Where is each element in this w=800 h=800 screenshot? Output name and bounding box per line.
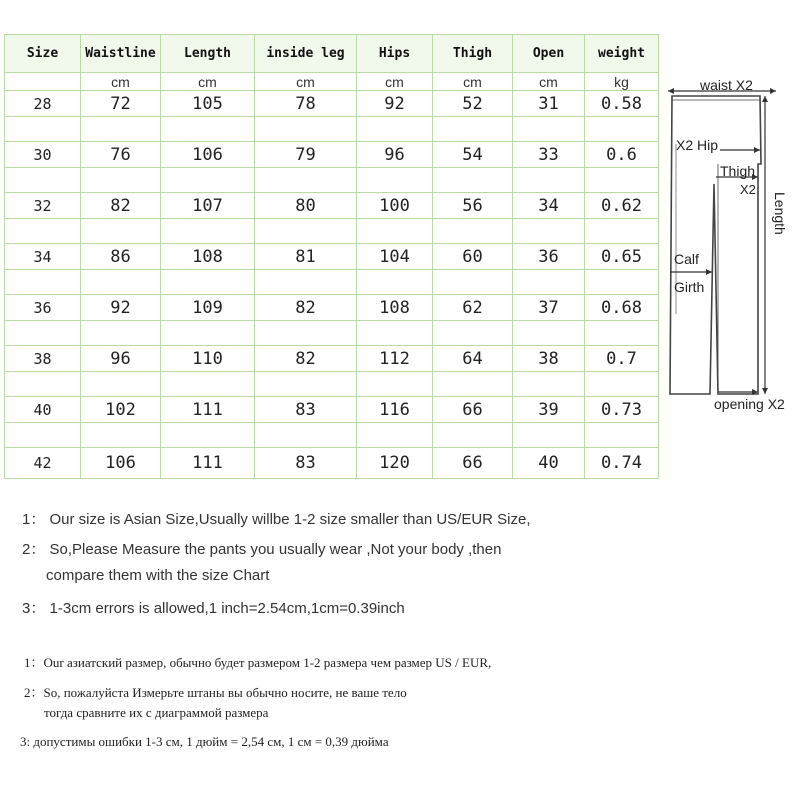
table-cell: 52 [433, 91, 513, 117]
table-spacer-row [5, 423, 659, 448]
table-cell: 96 [357, 142, 433, 168]
note-ru-2: 2：So, пожалуйста Измерьте штаны вы обычно носите, не ваше тело [24, 685, 407, 700]
size-chart [4, 34, 658, 480]
table-cell [255, 168, 357, 193]
table-cell [585, 372, 659, 397]
table-cell: 76 [81, 142, 161, 168]
table-cell [5, 321, 81, 346]
table-cell: 96 [81, 346, 161, 372]
table-cell [161, 372, 255, 397]
table-cell [81, 423, 161, 448]
table-row [5, 295, 659, 321]
table-cell [5, 372, 81, 397]
table-cell [433, 117, 513, 142]
table-cell [81, 372, 161, 397]
table-cell [161, 117, 255, 142]
table-cell: 62 [433, 295, 513, 321]
table-cell: 32 [5, 193, 81, 219]
table-cell [513, 270, 585, 295]
table-cell: 82 [81, 193, 161, 219]
table-cell [5, 117, 81, 142]
table-cell: kg [585, 73, 659, 91]
table-cell: 34 [513, 193, 585, 219]
table-cell: 0.73 [585, 397, 659, 423]
note-ru-2-cont: тогда сравните их с диаграммой размера [44, 705, 269, 720]
table-cell: 105 [161, 91, 255, 117]
table-cell [357, 117, 433, 142]
table-cell: Length [161, 35, 255, 73]
table-cell [357, 219, 433, 244]
note-ru-3: 3: допустимы ошибки 1-3 см, 1 дюйм = 2,54 см, 1 см = 0,39 дюйма [20, 734, 389, 749]
table-cell: 72 [81, 91, 161, 117]
table-cell: 66 [433, 397, 513, 423]
table-cell: 80 [255, 193, 357, 219]
table-row [5, 346, 659, 372]
table-cell: 40 [5, 397, 81, 423]
table-spacer-row [5, 270, 659, 295]
table-cell: 60 [433, 244, 513, 270]
table-cell [585, 270, 659, 295]
table-cell: 30 [5, 142, 81, 168]
note-en-1: 1： Our size is Asian Size,Usually willbe 1-2 size smaller than US/EUR Size, [22, 511, 531, 528]
waist-label: waist X2 [700, 77, 753, 93]
table-cell [81, 168, 161, 193]
table-cell: 78 [255, 91, 357, 117]
note-en-2: 2： So,Please Measure the pants you usually wear ,Not your body ,then [22, 541, 502, 558]
table-spacer-row [5, 219, 659, 244]
table-cell: 100 [357, 193, 433, 219]
table-cell: cm [433, 73, 513, 91]
table-cell [433, 168, 513, 193]
table-cell: 111 [161, 448, 255, 479]
opening-label: opening X2 [714, 396, 785, 412]
table-cell: 82 [255, 295, 357, 321]
table-cell: 38 [513, 346, 585, 372]
table-cell: 39 [513, 397, 585, 423]
table-cell: 111 [161, 397, 255, 423]
table-cell [255, 117, 357, 142]
table-cell: 34 [5, 244, 81, 270]
table-cell: 106 [161, 142, 255, 168]
table-cell [255, 423, 357, 448]
table-cell: 109 [161, 295, 255, 321]
table-cell: 110 [161, 346, 255, 372]
table-row [5, 193, 659, 219]
table-cell [161, 423, 255, 448]
table-cell [585, 117, 659, 142]
table-cell: 33 [513, 142, 585, 168]
table-cell [357, 321, 433, 346]
table-cell [5, 219, 81, 244]
table-row [5, 448, 659, 479]
table-cell [81, 117, 161, 142]
table-cell [357, 372, 433, 397]
size-chart-table [4, 34, 659, 479]
table-cell [433, 270, 513, 295]
table-cell: 0.62 [585, 193, 659, 219]
table-cell: 0.7 [585, 346, 659, 372]
table-row [5, 244, 659, 270]
table-cell [513, 219, 585, 244]
table-cell: 82 [255, 346, 357, 372]
table-cell [585, 219, 659, 244]
table-spacer-row [5, 372, 659, 397]
table-cell [5, 73, 81, 91]
table-cell: 79 [255, 142, 357, 168]
table-cell [161, 270, 255, 295]
table-cell [255, 219, 357, 244]
calf-label: Calf [674, 251, 699, 267]
table-spacer-row [5, 321, 659, 346]
table-cell: 56 [433, 193, 513, 219]
table-cell: 42 [5, 448, 81, 479]
table-spacer-row [5, 117, 659, 142]
table-spacer-row [5, 168, 659, 193]
table-cell: 83 [255, 397, 357, 423]
table-cell [255, 321, 357, 346]
table-cell: 116 [357, 397, 433, 423]
table-cell [513, 117, 585, 142]
table-cell: inside leg [255, 35, 357, 73]
table-cell: Hips [357, 35, 433, 73]
table-cell [161, 168, 255, 193]
table-row [5, 397, 659, 423]
table-cell: 0.65 [585, 244, 659, 270]
table-cell: 0.68 [585, 295, 659, 321]
table-cell [81, 270, 161, 295]
table-cell [513, 372, 585, 397]
girth-label: Girth [674, 279, 705, 295]
table-cell: 36 [5, 295, 81, 321]
table-cell: 104 [357, 244, 433, 270]
table-cell [81, 321, 161, 346]
table-cell: 120 [357, 448, 433, 479]
note-en-3: 3： 1-3cm errors is allowed,1 inch=2.54cm,1cm=0.39inch [22, 600, 405, 617]
table-cell: 92 [357, 91, 433, 117]
table-cell: cm [513, 73, 585, 91]
table-cell: 112 [357, 346, 433, 372]
hip-label: X2 Hip [676, 137, 719, 153]
table-cell: 92 [81, 295, 161, 321]
table-cell [357, 168, 433, 193]
table-cell: cm [161, 73, 255, 91]
table-cell: 64 [433, 346, 513, 372]
table-row [5, 91, 659, 117]
thigh-x2-label: X2 [740, 182, 756, 197]
note-en-2-cont: compare them with the size Chart [46, 567, 270, 584]
table-cell [433, 423, 513, 448]
table-cell [513, 321, 585, 346]
table-cell [5, 168, 81, 193]
table-cell: Size [5, 35, 81, 73]
length-label: Length [772, 192, 788, 235]
table-cell [255, 372, 357, 397]
table-cell: Thigh [433, 35, 513, 73]
table-cell [161, 219, 255, 244]
table-cell [513, 168, 585, 193]
table-cell: 108 [161, 244, 255, 270]
table-cell [585, 423, 659, 448]
thigh-label: Thigh [720, 163, 756, 179]
table-cell [81, 219, 161, 244]
table-cell [357, 270, 433, 295]
table-cell: 40 [513, 448, 585, 479]
table-cell [585, 168, 659, 193]
table-cell: 0.6 [585, 142, 659, 168]
table-cell: cm [357, 73, 433, 91]
table-cell [433, 321, 513, 346]
table-cell: 107 [161, 193, 255, 219]
table-cell: cm [81, 73, 161, 91]
table-cell: 37 [513, 295, 585, 321]
table-cell: Waistline [81, 35, 161, 73]
table-cell: 106 [81, 448, 161, 479]
table-cell [5, 423, 81, 448]
table-cell: 36 [513, 244, 585, 270]
table-cell [5, 270, 81, 295]
table-cell [357, 423, 433, 448]
table-cell [433, 372, 513, 397]
table-cell: 66 [433, 448, 513, 479]
table-cell: 0.74 [585, 448, 659, 479]
table-cell: cm [255, 73, 357, 91]
table-cell: 102 [81, 397, 161, 423]
table-cell: 108 [357, 295, 433, 321]
note-ru-1: 1：Our азиатский размер, обычно будет размером 1-2 размера чем размер US / EUR, [24, 655, 492, 670]
table-cell: 81 [255, 244, 357, 270]
table-units-row [5, 73, 659, 91]
table-cell [585, 321, 659, 346]
table-row [5, 142, 659, 168]
table-cell: 86 [81, 244, 161, 270]
table-cell: 0.58 [585, 91, 659, 117]
table-cell: weight [585, 35, 659, 73]
table-cell: 28 [5, 91, 81, 117]
table-cell: 83 [255, 448, 357, 479]
table-cell: 54 [433, 142, 513, 168]
table-cell: Open [513, 35, 585, 73]
table-cell [161, 321, 255, 346]
table-cell: 31 [513, 91, 585, 117]
table-header-row [5, 35, 659, 73]
table-cell: 38 [5, 346, 81, 372]
pants-diagram [662, 64, 798, 428]
table-cell [433, 219, 513, 244]
table-cell [513, 423, 585, 448]
table-cell [255, 270, 357, 295]
